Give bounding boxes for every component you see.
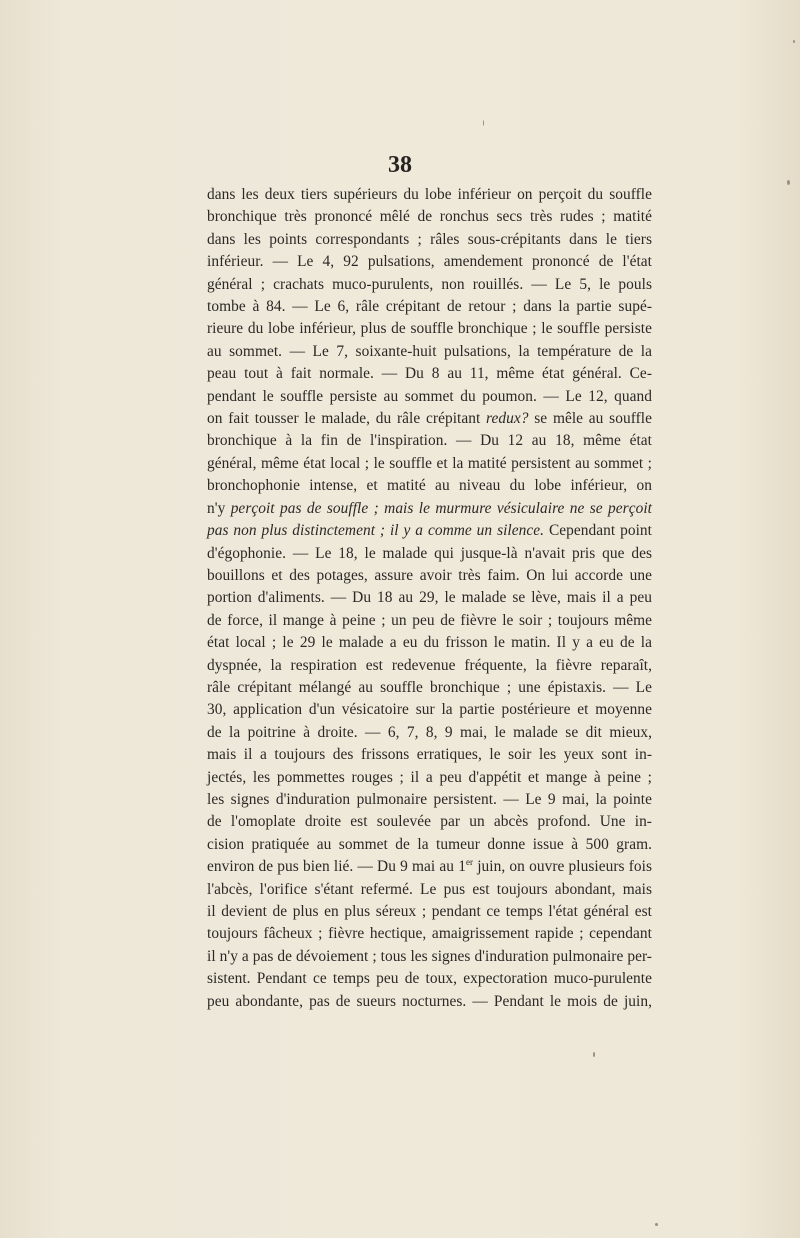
text-line — [207, 251, 652, 273]
text-line — [207, 923, 652, 945]
text-line — [207, 879, 652, 901]
text-line — [207, 229, 652, 251]
text-segment: inférieur. — Le 4, 92 pulsations, amendement prononcé de l'état — [207, 253, 652, 271]
text-segment: les signes d'induration pulmonaire persistent. — Le 9 mai, la pointe — [207, 790, 652, 808]
text-segment: bronchophonie intense, et matité au niveau du lobe inférieur, on — [207, 477, 652, 495]
text-segment: dans les deux tiers supérieurs du lobe inférieur on perçoit du souffle — [207, 186, 652, 203]
text-segment: râle crépitant mélangé au souffle bronchique ; une épistaxis. — Le — [207, 678, 652, 696]
text-line — [207, 363, 652, 385]
text-segment: se mêle au souffle — [528, 410, 652, 428]
text-line — [207, 543, 652, 565]
ink-speck — [483, 120, 484, 126]
text-line — [207, 296, 652, 318]
text-segment: 30, application d'un vésicatoire sur la partie postérieure et moyenne — [207, 701, 652, 719]
text-line — [207, 408, 652, 430]
text-line — [207, 386, 652, 408]
text-segment: jectés, les pommettes rouges ; il a peu d'appétit et mange à peine ; — [207, 768, 652, 786]
text-segment: Cependant point — [544, 522, 652, 540]
text-line — [207, 453, 652, 475]
text-segment: de force, il mange à peine ; un peu de fièvre le soir ; toujours même — [207, 611, 652, 629]
italic-text: pas non plus distinctement ; il y a comme un silence. — [207, 522, 545, 540]
text-segment: bronchique à la fin de l'inspiration. — Du 12 au 18, même état — [207, 432, 652, 450]
text-line — [207, 206, 652, 228]
text-segment: bronchique très prononcé mêlé de ronchus secs très rudes ; matité — [207, 208, 652, 226]
text-segment: état local ; le 29 le malade a eu du frisson le matin. Il y a eu de la — [207, 634, 652, 652]
text-line — [207, 811, 652, 833]
text-segment: sistent. Pendant ce temps peu de toux, expectoration muco-purulente — [207, 970, 652, 988]
text-segment: général, même état local ; le souffle et la matité persistent au sommet ; — [207, 454, 652, 472]
text-line — [207, 184, 652, 206]
text-line — [207, 274, 652, 296]
italic-text: redux? — [486, 410, 529, 428]
text-line — [207, 789, 652, 811]
text-line — [207, 318, 652, 340]
body-text — [207, 184, 652, 1013]
ink-speck — [655, 1223, 658, 1226]
text-line — [207, 699, 652, 721]
text-segment: l'abcès, l'orifice s'étant refermé. Le pus est toujours abondant, mais — [207, 880, 652, 898]
text-segment: il n'y a pas de dévoiement ; tous les signes d'induration pulmonaire per- — [207, 947, 652, 965]
page-number: 38 — [388, 152, 412, 178]
text-line — [207, 610, 652, 632]
text-segment: dans les points correspondants ; râles sous-crépitants dans le tiers — [207, 230, 652, 248]
ink-speck — [793, 40, 795, 43]
text-segment: on fait tousser le malade, du râle crépitant — [207, 410, 487, 428]
text-segment: environ de pus bien lié. — Du 9 mai au 1 — [207, 858, 466, 876]
text-line — [207, 991, 652, 1013]
text-line — [207, 520, 652, 542]
text-segment: peau tout à fait normale. — Du 8 au 11, même état général. Ce- — [207, 365, 652, 383]
text-segment: rieure du lobe inférieur, plus de souffle bronchique ; le souffle persiste — [207, 320, 652, 338]
text-line — [207, 655, 652, 677]
text-segment: juin, on ouvre plusieurs fois — [473, 858, 653, 876]
text-segment: de la poitrine à droite. — 6, 7, 8, 9 mai, le malade se dit mieux, — [207, 723, 652, 741]
italic-text: perçoit pas de souffle ; mais le murmure vésiculaire ne se perçoit — [230, 499, 652, 517]
text-line — [207, 744, 652, 766]
text-segment: d'égophonie. — Le 18, le malade qui jusque-là n'avait pris que des — [207, 544, 652, 562]
text-line — [207, 632, 652, 654]
text-segment: il devient de plus en plus séreux ; pendant ce temps l'état général est — [207, 903, 652, 920]
text-line — [207, 834, 652, 856]
text-line — [207, 341, 652, 363]
text-segment: de l'omoplate droite est soulevée par un abcès profond. Une in- — [207, 813, 652, 831]
text-line — [207, 767, 652, 789]
text-segment: mais il a toujours des frissons erratiques, le soir les yeux sont in- — [207, 746, 652, 764]
text-segment: cision pratiquée au sommet de la tumeur donne issue à 500 gram. — [207, 835, 652, 853]
text-segment: n'y — [207, 499, 231, 517]
text-line — [207, 901, 652, 923]
text-line — [207, 587, 652, 609]
text-line — [207, 430, 652, 452]
ink-speck — [593, 1052, 595, 1057]
text-segment: toujours fâcheux ; fièvre hectique, amaigrissement rapide ; cependant — [207, 925, 652, 943]
text-line — [207, 565, 652, 587]
text-line — [207, 856, 652, 878]
text-line — [207, 475, 652, 497]
text-line — [207, 498, 652, 520]
text-segment: dyspnée, la respiration est redevenue fréquente, la fièvre reparaît, — [207, 656, 652, 674]
superscript-text: er — [465, 857, 474, 868]
text-line — [207, 946, 652, 968]
text-line — [207, 968, 652, 990]
ink-speck — [787, 180, 790, 185]
text-segment: portion d'aliments. — Du 18 au 29, le malade se lève, mais il a peu — [207, 589, 652, 607]
text-segment: tombe à 84. — Le 6, râle crépitant de retour ; dans la partie supé- — [207, 298, 652, 316]
text-line — [207, 677, 652, 699]
text-segment: peu abondante, pas de sueurs nocturnes. — Pendant le mois de juin, — [207, 992, 652, 1010]
text-segment: général ; crachats muco-purulents, non rouillés. — Le 5, le pouls — [207, 275, 652, 293]
text-line — [207, 722, 652, 744]
text-segment: au sommet. — Le 7, soixante-huit pulsations, la température de la — [207, 342, 652, 360]
text-segment: pendant le souffle persiste au sommet du poumon. — Le 12, quand — [207, 387, 652, 405]
text-segment: bouillons et des potages, assure avoir très faim. On lui accorde une — [207, 566, 652, 584]
